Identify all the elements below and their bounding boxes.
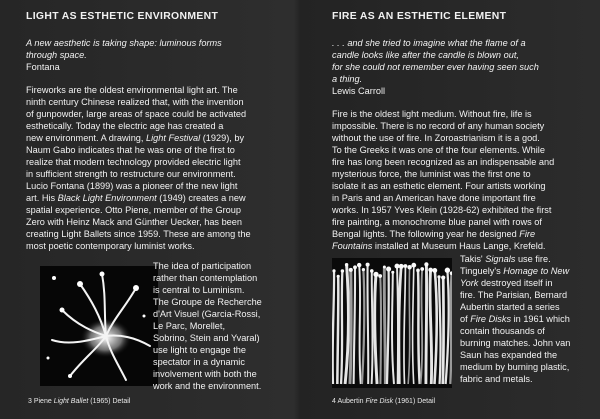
right-page bbox=[332, 0, 590, 419]
left-quote-author: Fontana bbox=[26, 62, 60, 72]
match-head bbox=[345, 263, 348, 266]
aubertin-fire-disk-photo bbox=[332, 258, 452, 388]
match-stroke bbox=[341, 271, 342, 384]
left-quote: A new aesthetic is taking shape: luminous forms through space. bbox=[26, 38, 222, 60]
left-heading: LIGHT AS ESTHETIC ENVIRONMENT bbox=[26, 11, 219, 22]
match-head bbox=[420, 267, 424, 271]
match-head bbox=[337, 275, 340, 278]
left-sidebar-text: The idea of participation rather than contemplation is central to Luminism. The Groupe de Recherche d'Art Visuel (Garcia-Rossi, Le Parc, Morellet, Sobrino, Stein and Yvaral) use light to engage the spectator in a dynamic involvement with both the work and the environment. bbox=[153, 261, 262, 391]
match-stroke bbox=[372, 271, 373, 384]
match-stroke bbox=[439, 277, 441, 384]
match-head bbox=[353, 265, 357, 269]
match-head bbox=[349, 268, 353, 272]
right-sidebar-text: Takis' Signals use fire. Tinguely's Homage to New York destroyed itself in fire. The Parisian, Bernard Aubertin started a series of Fire Disks in 1961 which contain thousands of burning matches. John van Saun has expanded the medium by burning plastic, fabric and metals. bbox=[460, 254, 571, 384]
match-head bbox=[407, 265, 412, 270]
match-head bbox=[441, 276, 445, 280]
match-stroke bbox=[337, 276, 338, 384]
match-head bbox=[399, 264, 404, 269]
match-stroke bbox=[350, 270, 351, 384]
match-head bbox=[370, 269, 374, 273]
match-head bbox=[386, 266, 391, 271]
right-quote: . . . and she tried to imagine what the flame of a candle looks like after the candle is blown out, for she could not remember ever having seen such a thing. bbox=[332, 38, 539, 84]
right-heading: FIRE AS AN ESTHETIC ELEMENT bbox=[332, 11, 507, 22]
match-head bbox=[416, 268, 420, 272]
match-stroke bbox=[430, 270, 432, 384]
match-stroke bbox=[359, 265, 361, 384]
match-head bbox=[391, 271, 394, 274]
right-paragraph: Fire is the oldest light medium. Without fire, life is impossible. There is no record of any human society without the use of fire. In Zoroastrianism it is a god. To the Greeks it was one of the four elements. While fire has long been recognized as an indispensable and mysterious force, the luminist was the first one to isolate it as an esthetic element. Four artists working in Paris and an American have done important fire works. In 1957 Yves Klein (1928-62) exhibited the first fire painting, a monochrome blue panel with rows of Bengal lights. The following year he designed Fire Fountains installed at Museum Haus Lange, Krefeld. bbox=[332, 109, 555, 251]
match-stroke bbox=[443, 278, 444, 384]
artwork-title-black-light: Black Light Environment bbox=[57, 193, 157, 203]
match-head bbox=[373, 272, 378, 277]
light-ballet-image bbox=[40, 266, 158, 386]
match-head bbox=[411, 263, 416, 268]
fire-disk-image bbox=[332, 258, 452, 388]
match-head bbox=[424, 262, 428, 266]
match-stroke bbox=[426, 264, 427, 384]
match-stroke bbox=[380, 276, 381, 384]
match-stroke bbox=[450, 273, 451, 384]
artwork-title-fire-fountains: Fire bbox=[519, 229, 536, 239]
right-quote-author: Lewis Carroll bbox=[332, 86, 386, 96]
match-head bbox=[341, 269, 344, 272]
match-head bbox=[366, 263, 370, 267]
match-stroke bbox=[418, 270, 420, 384]
match-head bbox=[437, 275, 440, 278]
match-stroke bbox=[367, 265, 368, 384]
piene-light-ballet-photo bbox=[40, 266, 158, 386]
left-page bbox=[26, 0, 296, 419]
match-head bbox=[362, 268, 365, 271]
match-head bbox=[403, 264, 407, 268]
match-head bbox=[378, 274, 382, 278]
match-head bbox=[357, 263, 361, 267]
match-head bbox=[432, 268, 437, 273]
match-head bbox=[332, 269, 335, 272]
match-head bbox=[445, 268, 450, 273]
left-figure-caption: 3 Piene Light Ballet (1965) Detail bbox=[28, 398, 131, 405]
match-stroke bbox=[333, 271, 334, 384]
right-figure-caption: 4 Aubertin Fire Disk (1961) Detail bbox=[332, 398, 436, 405]
match-head bbox=[428, 268, 433, 273]
artwork-title-light-festival: Light Festival bbox=[146, 133, 201, 143]
match-head bbox=[383, 266, 386, 269]
match-stroke bbox=[384, 267, 385, 384]
left-paragraph: Fireworks are the oldest environmental light art. The ninth century Chinese realized that, with the invention of gunpowder, large areas of space could be activated esthetically. Today the electric age has created a new environment. A drawing, Light Festival (1929), by Naum Gabo indicates that he was one of the first to realize that modern technology provided electric light in sufficient strength to restructure our environment. Lucio Fontana (1899) was a pioneer of the new light art. His Black Light Environment (1949) creates a new spatial experience. Otto Piene, member of the Group Zero with Heinz Mack and Günther Uecker, has been creating Light Ballets since 1959. These are among the most poetic contemporary luminist works. bbox=[26, 85, 251, 251]
